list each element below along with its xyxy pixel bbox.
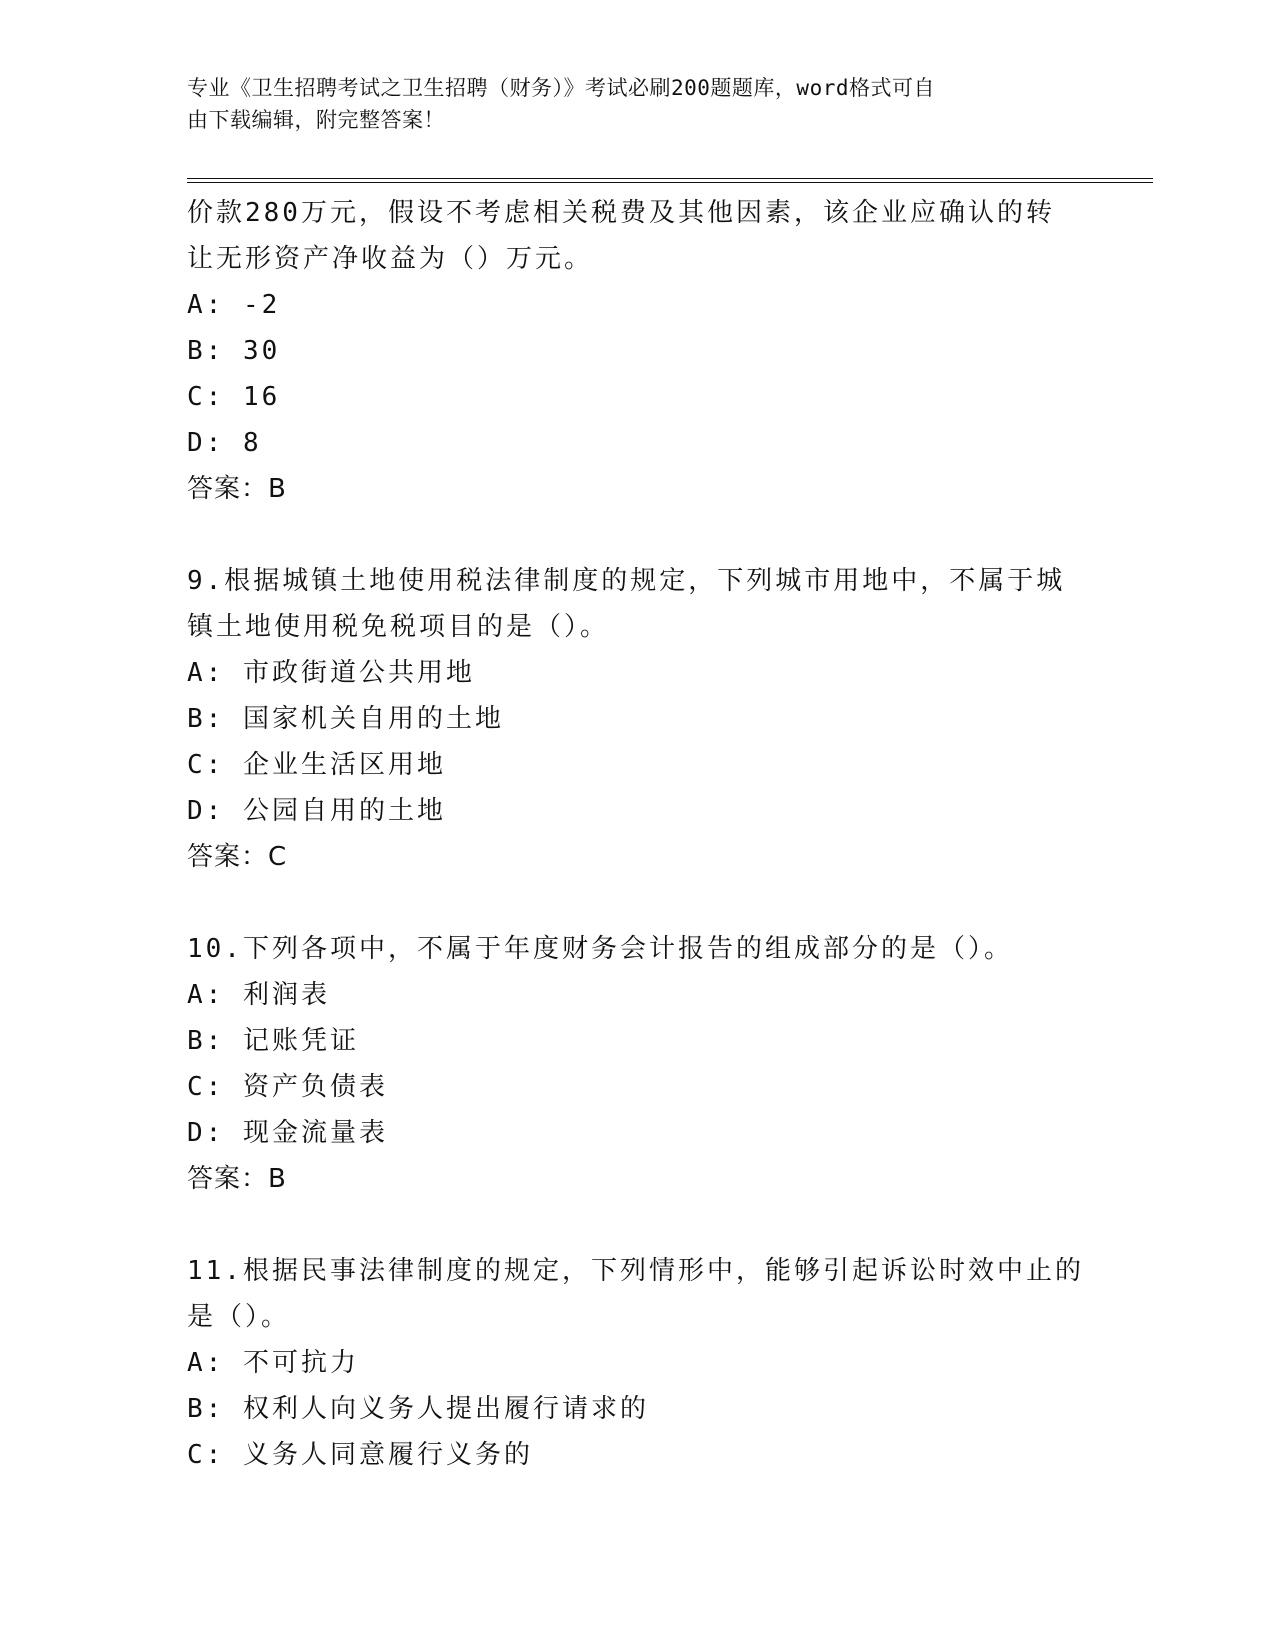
question-stem-line: 镇土地使用税免税项目的是（）。	[187, 612, 610, 642]
header-divider-bottom	[187, 182, 1153, 183]
spacer	[187, 512, 1087, 558]
answer: 答案：B	[187, 1164, 287, 1194]
question-9	[187, 558, 1087, 880]
option-a: A: 不可抗力	[187, 1348, 359, 1378]
spacer	[187, 1202, 1087, 1248]
header-line-2: 由下载编辑，附完整答案！	[187, 108, 445, 132]
option-a: A: 市政街道公共用地	[187, 658, 475, 688]
option-b: B: 记账凭证	[187, 1026, 359, 1056]
question-8	[187, 190, 1087, 512]
option-d: D: 8	[187, 428, 262, 458]
option-c: C: 16	[187, 382, 281, 412]
answer: 答案：C	[187, 842, 288, 872]
question-10	[187, 926, 1087, 1202]
option-a: A: -2	[187, 290, 281, 320]
answer: 答案：B	[187, 474, 287, 504]
option-d: D: 现金流量表	[187, 1118, 388, 1148]
question-stem-line: 10.下列各项中，不属于年度财务会计报告的组成部分的是（）。	[187, 934, 1013, 964]
question-stem-line: 价款280万元，假设不考虑相关税费及其他因素，该企业应确认的转	[187, 198, 1055, 228]
question-stem-line: 让无形资产净收益为（）万元。	[187, 244, 594, 274]
option-a: A: 利润表	[187, 980, 330, 1010]
question-list	[187, 190, 1087, 1478]
option-c: C: 资产负债表	[187, 1072, 388, 1102]
option-d: D: 公园自用的土地	[187, 796, 446, 826]
option-c: C: 企业生活区用地	[187, 750, 446, 780]
option-b: B: 国家机关自用的土地	[187, 704, 504, 734]
question-stem-line: 9.根据城镇土地使用税法律制度的规定，下列城市用地中，不属于城	[187, 566, 1066, 596]
question-11	[187, 1248, 1087, 1478]
option-b: B: 权利人向义务人提出履行请求的	[187, 1394, 649, 1424]
question-stem-line: 是（）。	[187, 1302, 291, 1332]
spacer	[187, 880, 1087, 926]
option-b: B: 30	[187, 336, 281, 366]
document-header	[187, 72, 1067, 136]
header-divider-top	[187, 178, 1153, 179]
question-stem-line: 11.根据民事法律制度的规定，下列情形中，能够引起诉讼时效中止的	[187, 1256, 1084, 1286]
header-line-1: 专业《卫生招聘考试之卫生招聘（财务）》考试必刷200题题库，word格式可自	[187, 76, 935, 100]
option-c: C: 义务人同意履行义务的	[187, 1440, 533, 1470]
